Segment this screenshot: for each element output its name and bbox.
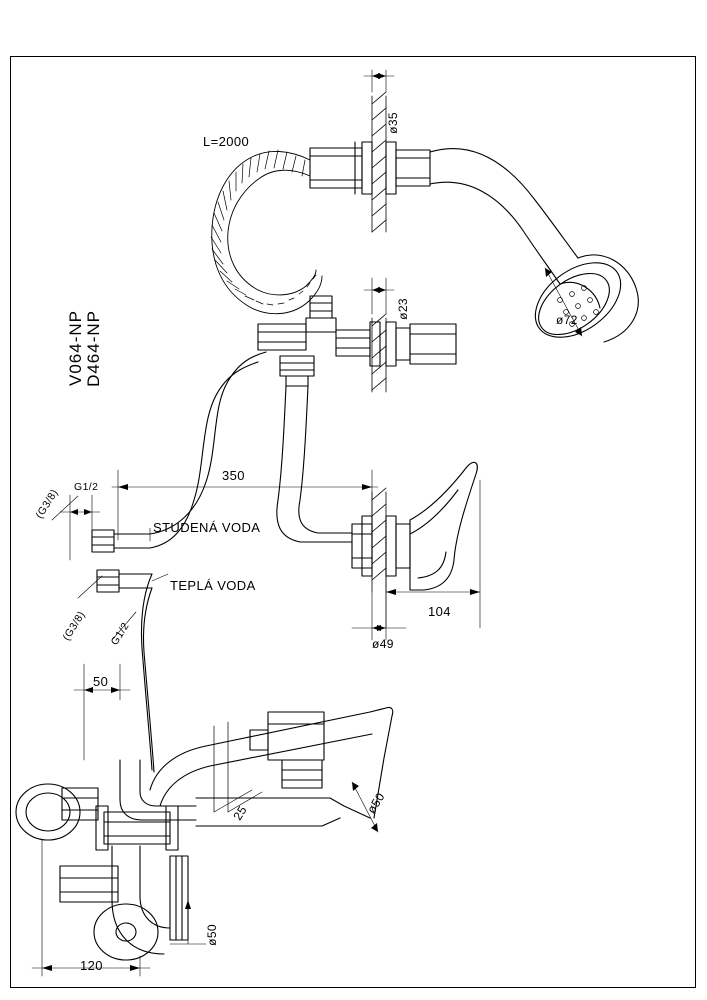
dim-thread-inlets — [52, 495, 100, 560]
product-code-primary: D464-NP — [84, 310, 103, 387]
label-thread-g38-bottom: (G3/8) — [60, 609, 88, 643]
label-thread-g12-top: G1/2 — [74, 481, 99, 493]
label-cold-water: STUDENÁ VODA — [153, 520, 261, 535]
bath-waste-assembly — [16, 707, 393, 960]
label-dia-23: ø23 — [396, 298, 410, 320]
flexible-shower-hose — [211, 150, 322, 314]
product-code-secondary: V064-NP — [66, 310, 85, 386]
hose-connector-nut — [306, 296, 336, 332]
label-hose-length: L=2000 — [203, 134, 250, 149]
label-dia-35: ø35 — [386, 112, 400, 134]
dim-120 — [32, 840, 150, 976]
label-thread-g38-top: (G3/8) — [33, 487, 61, 521]
label-hot-water: TEPLÁ VODA — [170, 578, 256, 593]
label-dia-50-bottom: ø50 — [205, 924, 219, 946]
spout-riser-pipe — [277, 386, 352, 542]
wall-spout-outlet — [352, 462, 477, 590]
label-thread-g12-bottom: G1/2 — [108, 620, 132, 648]
dim-dia50-bottom — [170, 886, 206, 944]
label-dia-50-outlet: ø50 — [364, 790, 388, 816]
top-wall-union — [310, 70, 430, 194]
label-dim-104: 104 — [428, 604, 451, 619]
wall-hatch-upper — [372, 92, 386, 232]
water-inlet-connections — [92, 528, 168, 592]
hand-shower-head — [430, 149, 638, 353]
label-dim-120: 120 — [80, 958, 103, 973]
label-dia-72: ø72 — [556, 313, 578, 327]
wall-hatch-diverter — [372, 314, 386, 392]
label-dim-50: 50 — [93, 674, 109, 689]
dim-dia49 — [352, 592, 406, 640]
label-dim-25: 25 — [230, 803, 250, 823]
wall-hatch-spout — [372, 488, 386, 592]
label-dia-49: ø49 — [372, 637, 394, 651]
mixer-supply-riser — [141, 352, 266, 772]
label-dim-350: 350 — [222, 468, 245, 483]
